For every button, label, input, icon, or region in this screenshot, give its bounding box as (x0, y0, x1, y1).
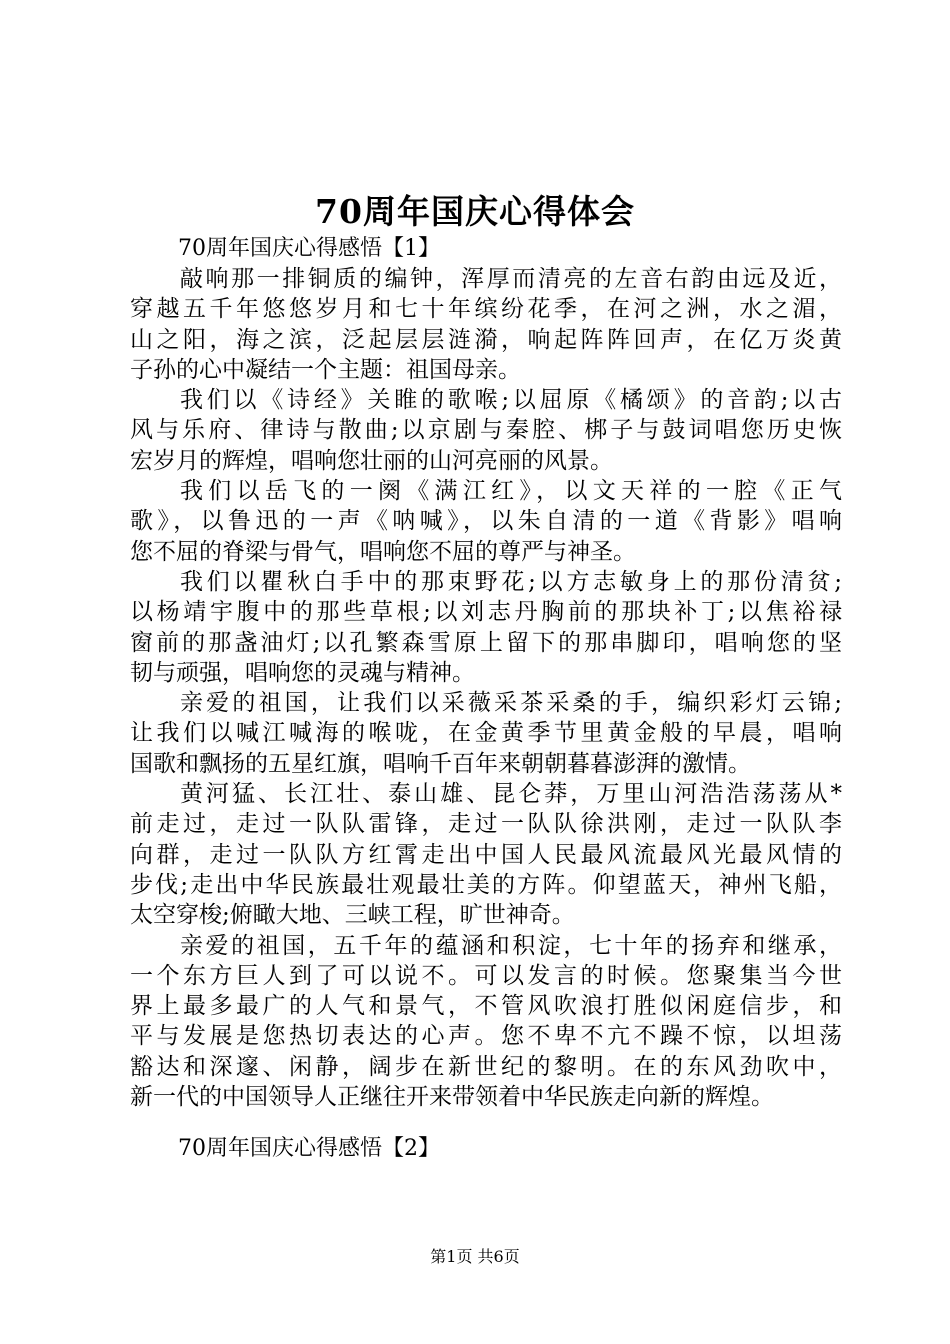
paragraph-line: 豁达和深邃、闲静，阔步在新世纪的黎明。在的东风劲吹中， (130, 1053, 842, 1080)
paragraph-line: 界上最多最广的人气和景气，不管风吹浪打胜似闲庭信步，和 (130, 993, 842, 1020)
document-title: 70周年国庆心得体会 (315, 192, 635, 231)
paragraph-line: 我们以《诗经》关睢的歌喉;以屈原《橘颂》的音韵;以古 (180, 387, 842, 414)
paragraph-line: 让我们以喊江喊海的喉咙，在金黄季节里黄金般的早晨，唱响 (130, 720, 842, 747)
paragraph-line: 前走过，走过一队队雷锋，走过一队队徐洪刚，走过一队队李 (130, 811, 842, 838)
paragraph-line: 步伐;走出中华民族最壮观最壮美的方阵。仰望蓝天，神州飞船， (130, 871, 842, 898)
paragraph-line: 穿越五千年悠悠岁月和七十年缤纷花季，在河之洲，水之湄， (130, 296, 842, 323)
paragraph-line: 山之阳，海之滨，泛起层层涟漪，响起阵阵回声，在亿万炎黄 (130, 326, 842, 353)
paragraph-line: 亲爱的祖国，五千年的蕴涵和积淀，七十年的扬弃和继承， (180, 932, 842, 959)
paragraph-line: 我们以瞿秋白手中的那束野花;以方志敏身上的那份清贫; (180, 568, 842, 595)
paragraph-line: 太空穿梭;俯瞰大地、三峡工程，旷世神奇。 (130, 902, 575, 929)
paragraph-line: 歌》，以鲁迅的一声《呐喊》，以朱自清的一道《背影》唱响 (130, 508, 842, 535)
paragraph-line: 子孙的心中凝结一个主题：祖国母亲。 (130, 356, 521, 383)
paragraph-line: 宏岁月的辉煌，唱响您壮丽的山河亮丽的风景。 (130, 447, 613, 474)
section-heading: 70周年国庆心得感悟【1】 (178, 236, 440, 261)
section-heading: 70周年国庆心得感悟【2】 (178, 1136, 440, 1162)
paragraph-line: 平与发展是您热切表达的心声。您不卑不亢不躁不惊，以坦荡 (130, 1023, 842, 1050)
paragraph-line: 风与乐府、律诗与散曲;以京剧与秦腔、梆子与鼓词唱您历史恢 (130, 417, 842, 444)
paragraph-line: 亲爱的祖国，让我们以采薇采茶采桑的手，编织彩灯云锦; (180, 690, 842, 717)
paragraph-line: 国歌和飘扬的五星红旗，唱响千百年来朝朝暮暮澎湃的激情。 (130, 750, 751, 777)
paragraph-line: 黄河猛、长江壮、泰山雄、昆仑莽，万里山河浩浩荡荡从* (180, 781, 842, 808)
document-body (130, 234, 842, 1164)
section-gap (130, 1112, 842, 1134)
paragraph-line: 窗前的那盏油灯;以孔繁森雪原上留下的那串脚印，唱响您的坚 (130, 629, 842, 656)
page-footer: 第1页 共6页 (430, 1247, 520, 1266)
paragraph-line: 您不屈的脊梁与骨气，唱响您不屈的尊严与神圣。 (130, 538, 636, 565)
paragraph-line: 新一代的中国领导人正继往开来带领着中华民族走向新的辉煌。 (130, 1084, 774, 1111)
paragraph-line: 我们以岳飞的一阕《满江红》，以文天祥的一腔《正气 (180, 478, 842, 505)
paragraph-line: 韧与顽强，唱响您的灵魂与精神。 (130, 659, 475, 686)
paragraph-line: 以杨靖宇腹中的那些草根;以刘志丹胸前的那块补丁;以焦裕禄 (130, 599, 842, 626)
paragraph-line: 向群，走过一队队方红霄走出中国人民最风流最风光最风情的 (130, 841, 842, 868)
paragraph-line: 一个东方巨人到了可以说不。可以发言的时候。您聚集当今世 (130, 962, 842, 989)
paragraph-line: 敲响那一排铜质的编钟，浑厚而清亮的左音右韵由远及近， (180, 266, 842, 292)
